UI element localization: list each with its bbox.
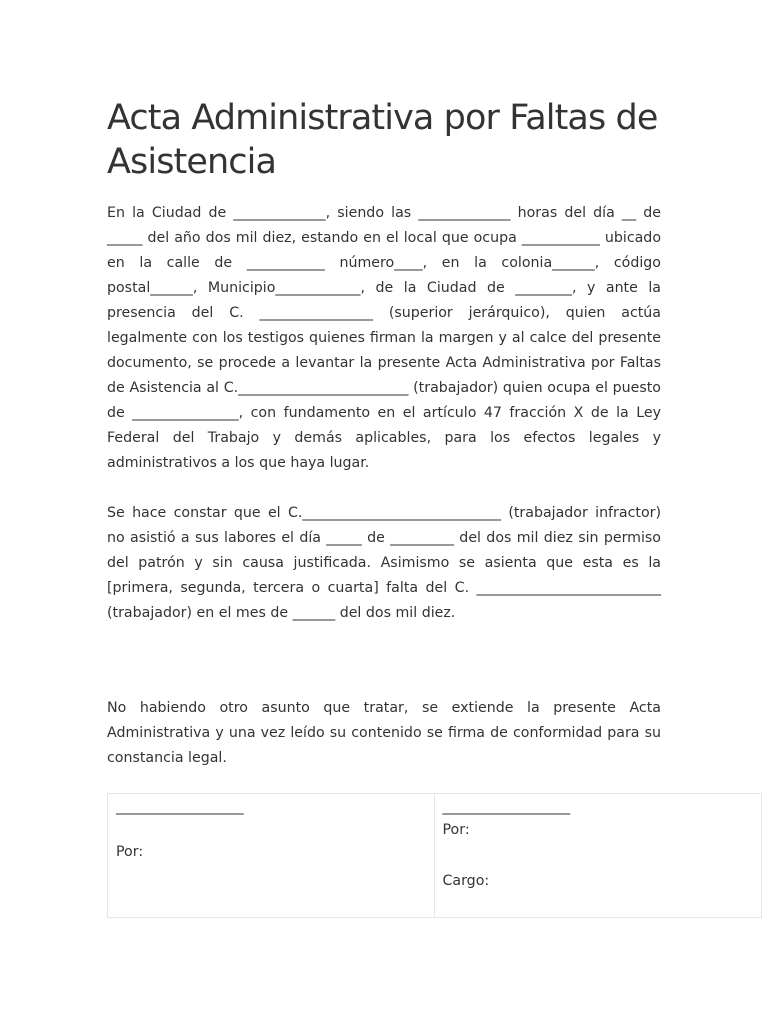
signature-por-left: Por: bbox=[116, 844, 144, 860]
signature-cargo-right: Cargo: bbox=[442, 873, 490, 889]
paragraph-absence: Se hace constar que el C.____________________________ (trabajador infractor) no asistió a sus labores el día _____ de _________ del dos mil diez sin permiso del patrón y sin causa justificada. Asimismo se asienta que esta es la [primera, segunda, tercera o cuarta] falta del C. __________________________ (trabajador) en el mes de ______ del dos mil diez. bbox=[107, 505, 661, 621]
signature-line-right: ___________________ bbox=[442, 799, 570, 815]
signature-cell-right bbox=[435, 794, 762, 917]
signature-table bbox=[107, 793, 762, 918]
signature-cell-left bbox=[108, 794, 435, 917]
paragraph-intro: En la Ciudad de _____________, siendo las _____________ horas del día __ de _____ del año dos mil diez, estando en el local que ocupa ___________ ubicado en la calle de ___________ número____, en la colonia______, código postal______, Municipio____________, de la Ciudad de ________, y ante la presencia del C. ________________ (superior jerárquico), quien actúa legalmente con los testigos quienes firman la margen y al calce del presente documento, se procede a levantar la presente Acta Administrativa por Faltas de Asistencia al C.________________________ (trabajador) quien ocupa el puesto de _______________, con fundamento en el artículo 47 fracción X de la Ley Federal del Trabajo y demás aplicables, para los efectos legales y administrativos a los que haya lugar. bbox=[107, 205, 661, 471]
paragraph-closing: No habiendo otro asunto que tratar, se extiende la presente Acta Administrativa y una vez leído su contenido se firma de conformidad para su constancia legal. bbox=[107, 700, 661, 766]
signature-line-left: ___________________ bbox=[116, 799, 244, 815]
document-title: Acta Administrativa por Faltas de Asistencia bbox=[107, 98, 658, 182]
document-body bbox=[107, 96, 661, 766]
signature-por-right: Por: bbox=[442, 822, 470, 838]
